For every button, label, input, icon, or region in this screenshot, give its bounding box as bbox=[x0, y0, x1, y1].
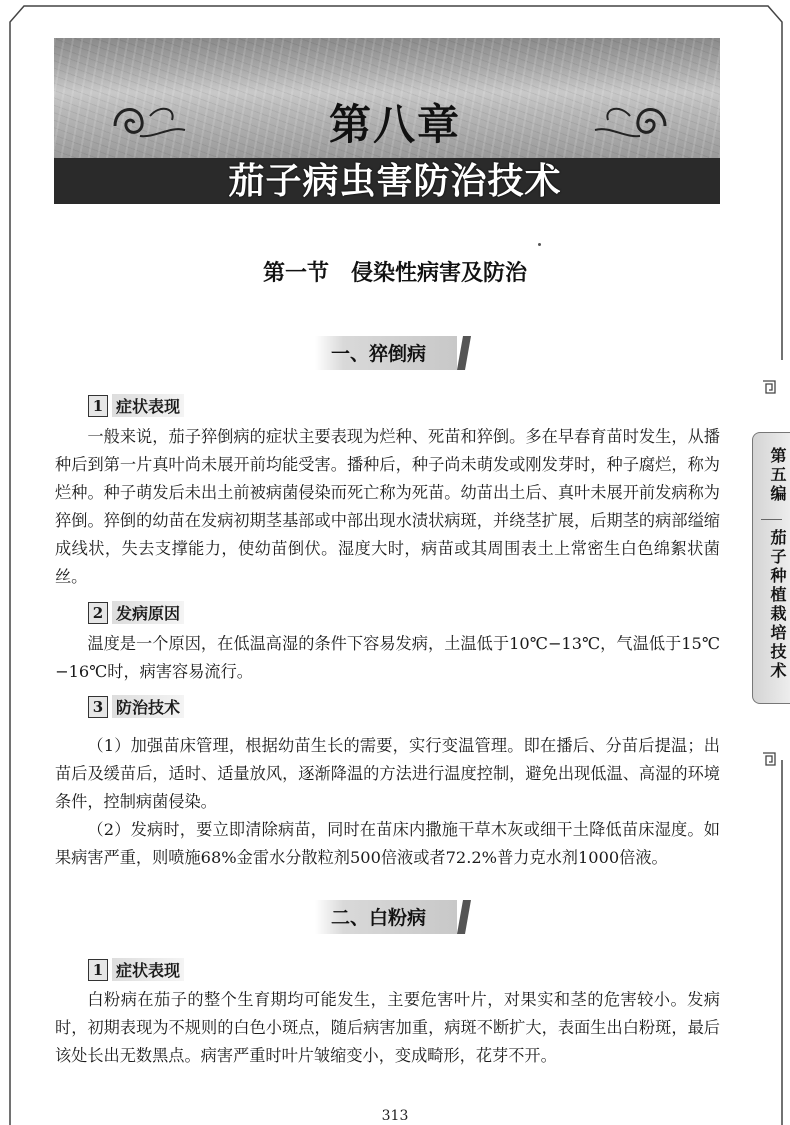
section-title: 第一节 侵染性病害及防治 bbox=[262, 260, 527, 286]
numbered-heading-label: 症状表现 bbox=[112, 958, 184, 981]
paragraph: 一般来说，茄子猝倒病的症状主要表现为烂种、死苗和猝倒。多在早春育苗时发生，从播种后到第一片真叶尚未展开前均能受害。播种后，种子尚未萌发或刚发芽时，种子腐烂，称为烂种。种子萌发后未出土前被病菌侵染而死亡称为死苗。幼苗出土后、真叶未展开前发病称为猝倒。猝倒的幼苗在发病初期茎基部或中部出现水渍状病斑，并绕茎扩展，后期茎的病部缢缩成线状，失去支撑能力，使幼苗倒伏。湿度大时，病苗或其周围表土上常密生白色绵絮状菌丝。 bbox=[55, 427, 720, 586]
numbered-heading bbox=[88, 958, 184, 980]
paragraph: 温度是一个原因，在低温高湿的条件下容易发病，土温低于10℃−13℃，气温低于15℃−16℃时，病害容易流行。 bbox=[55, 634, 720, 681]
side-tab bbox=[752, 432, 790, 704]
decorative-dot bbox=[538, 243, 541, 246]
chapter-number: 第八章 bbox=[328, 100, 461, 149]
numbered-heading-label: 发病原因 bbox=[112, 601, 184, 624]
side-tab-divider bbox=[761, 519, 782, 520]
paragraph: （2）发病时，要立即清除病苗，同时在苗床内撒施干草木灰或细干土降低苗床湿度。如果病害严重，则喷施68%金雷水分散粒剂500倍液或者72.2%普力克水剂1000倍液。 bbox=[55, 820, 720, 867]
numbered-heading bbox=[88, 695, 184, 717]
numbered-heading-label: 症状表现 bbox=[112, 394, 184, 417]
disease-heading bbox=[315, 336, 457, 370]
disease-heading-text: 一、猝倒病 bbox=[331, 343, 427, 365]
side-tab-title: 茄子种植栽培技术 bbox=[768, 529, 787, 681]
number-box: 1 bbox=[88, 395, 108, 417]
heading-slash-icon bbox=[457, 900, 471, 934]
number-box: 3 bbox=[88, 696, 108, 718]
paragraph: （1）加强苗床管理，根据幼苗生长的需要，实行变温管理。即在播后、分苗后提温；出苗后及缓苗后，适时、适量放风，逐渐降温的方法进行温度控制，避免出现低温、高湿的环境条件，控制病菌侵染。 bbox=[55, 736, 720, 811]
heading-slash-icon bbox=[457, 336, 471, 370]
numbered-heading bbox=[88, 601, 184, 623]
key-pattern-icon bbox=[762, 380, 776, 394]
key-pattern-icon bbox=[762, 752, 776, 766]
page-number: 313 bbox=[381, 1108, 409, 1124]
side-tab-part: 第五编 bbox=[768, 447, 787, 504]
numbered-heading bbox=[88, 394, 184, 416]
numbered-heading-label: 防治技术 bbox=[112, 695, 184, 718]
chapter-title: 茄子病虫害防治技术 bbox=[228, 160, 562, 202]
paragraph: 白粉病在茄子的整个生育期均可能发生，主要危害叶片，对果实和茎的危害较小。发病时，初期表现为不规则的白色小斑点，随后病害加重，病斑不断扩大，表面生出白粉斑，最后该处长出无数黑点。病害严重时叶片皱缩变小，变成畸形，花芽不开。 bbox=[55, 990, 720, 1065]
number-box: 1 bbox=[88, 959, 108, 981]
disease-heading bbox=[315, 900, 457, 934]
number-box: 2 bbox=[88, 602, 108, 624]
disease-heading-text: 二、白粉病 bbox=[331, 907, 427, 929]
